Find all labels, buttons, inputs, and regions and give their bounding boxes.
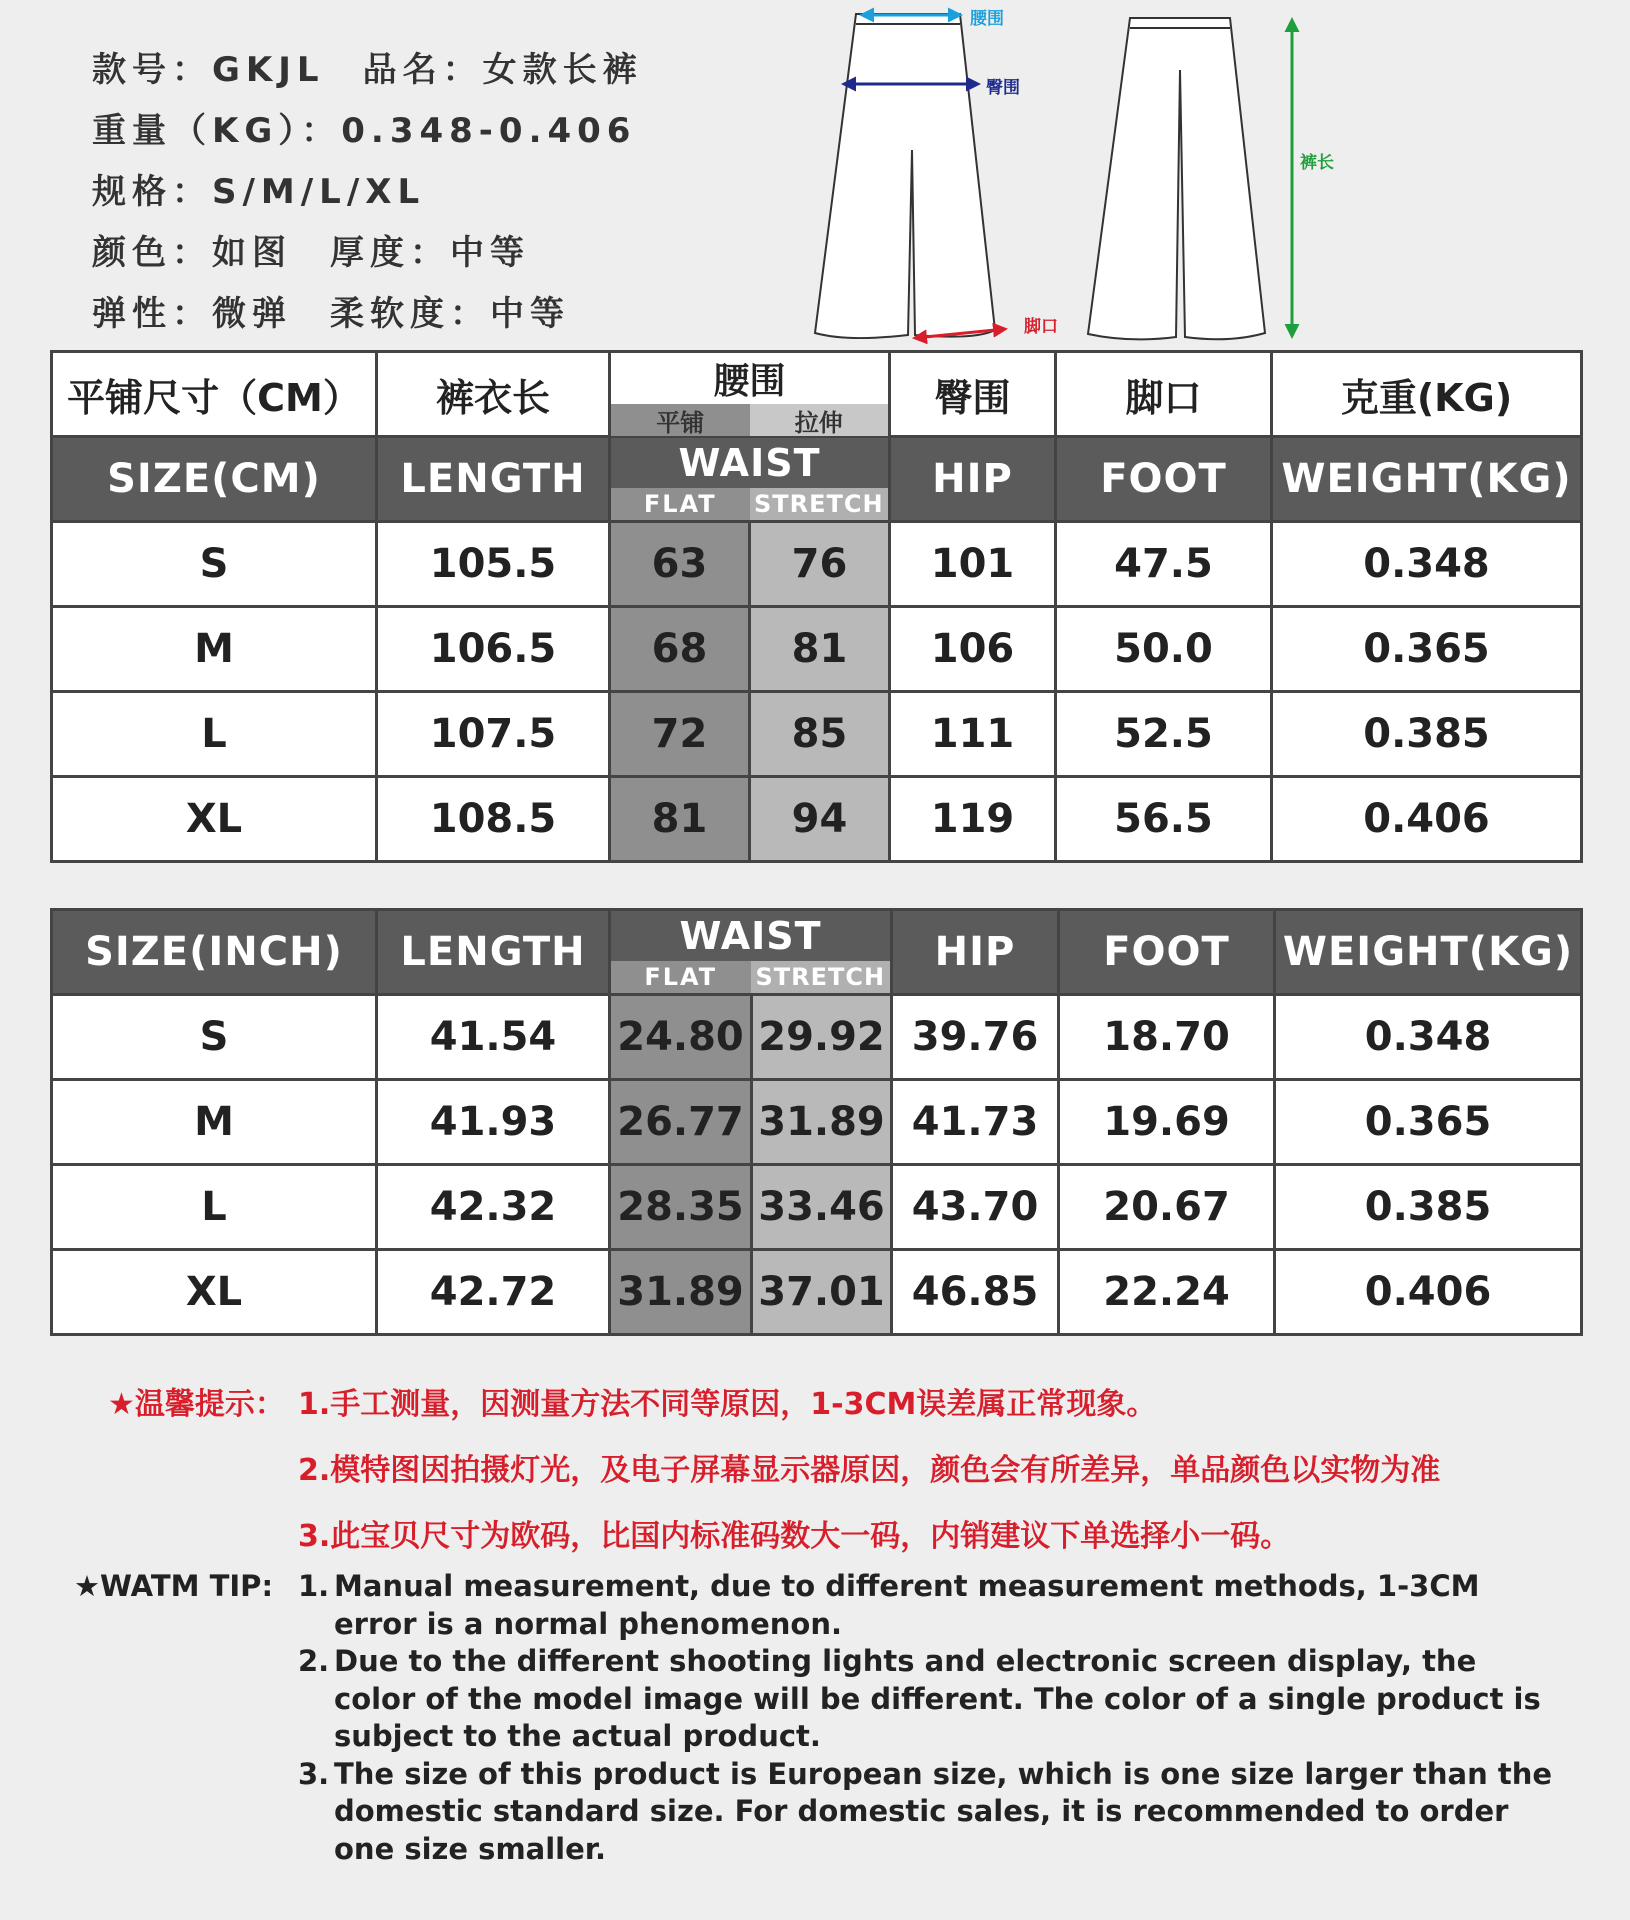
hip-cell: 101 bbox=[890, 522, 1056, 607]
cn-header-waist-title: 腰围 bbox=[713, 361, 786, 402]
waist-diagram-label: 腰围 bbox=[970, 9, 1004, 29]
table-row bbox=[52, 692, 1582, 777]
table-row bbox=[52, 607, 1582, 692]
waist-flat-cell: 24.80 bbox=[610, 995, 752, 1080]
en-header-weight: WEIGHT(KG) bbox=[1275, 910, 1582, 995]
cm-table-cn-header bbox=[52, 352, 1582, 437]
size-table-cm bbox=[50, 350, 1583, 863]
en-tips-list bbox=[298, 1568, 1598, 1868]
length-cell: 108.5 bbox=[377, 777, 610, 862]
inch-table-en-header bbox=[52, 910, 1582, 995]
waist-flat-cell: 28.35 bbox=[610, 1165, 752, 1250]
waist-flat-cell: 63 bbox=[610, 522, 750, 607]
en-tips-label: ★WATM TIP: bbox=[74, 1569, 274, 1603]
pants-back-outline bbox=[1088, 18, 1265, 339]
foot-cell: 19.69 bbox=[1059, 1080, 1275, 1165]
waist-stretch-cell: 81 bbox=[750, 607, 890, 692]
style-label: 款号： bbox=[92, 50, 212, 90]
cn-header-length: 裤衣长 bbox=[377, 352, 610, 437]
foot-cell: 52.5 bbox=[1056, 692, 1272, 777]
hip-cell: 46.85 bbox=[892, 1250, 1059, 1335]
waist-stretch-cell: 76 bbox=[750, 522, 890, 607]
table-row bbox=[52, 522, 1582, 607]
length-cell: 41.93 bbox=[377, 1080, 610, 1165]
thickness-label: 厚度： bbox=[330, 233, 450, 273]
waist-flat-cell: 72 bbox=[610, 692, 750, 777]
pants-measurement-diagram bbox=[800, 0, 1360, 350]
en-header-waist-stretch: STRETCH bbox=[751, 961, 891, 993]
hip-cell: 43.70 bbox=[892, 1165, 1059, 1250]
thickness-value: 中等 bbox=[450, 233, 530, 273]
table-row bbox=[52, 1250, 1582, 1335]
foot-cell: 22.24 bbox=[1059, 1250, 1275, 1335]
waist-stretch-cell: 85 bbox=[750, 692, 890, 777]
hip-cell: 119 bbox=[890, 777, 1056, 862]
foot-cell: 18.70 bbox=[1059, 995, 1275, 1080]
weight-cell: 0.348 bbox=[1272, 522, 1582, 607]
en-header-length: LENGTH bbox=[377, 910, 610, 995]
weight-value: 0.348-0.406 bbox=[341, 111, 637, 151]
style-value: GKJL bbox=[212, 50, 325, 90]
product-spec-info bbox=[92, 40, 643, 345]
elasticity-label: 弹性： bbox=[92, 294, 212, 334]
en-tip-text: Manual measurement, due to different measurement methods, 1-3CM error is a normal phenomenon. bbox=[334, 1569, 1480, 1641]
pants-front-outline bbox=[815, 14, 995, 338]
cm-table-en-header bbox=[52, 437, 1582, 522]
length-cell: 106.5 bbox=[377, 607, 610, 692]
table-row bbox=[52, 995, 1582, 1080]
en-header-size: SIZE(INCH) bbox=[52, 910, 377, 995]
foot-cell: 56.5 bbox=[1056, 777, 1272, 862]
softness-value: 中等 bbox=[490, 294, 570, 334]
waist-flat-cell: 81 bbox=[610, 777, 750, 862]
en-header-foot: FOOT bbox=[1059, 910, 1275, 995]
size-cell: L bbox=[52, 692, 377, 777]
hip-cell: 111 bbox=[890, 692, 1056, 777]
en-header-waist-title: WAIST bbox=[678, 441, 821, 485]
cn-header-hip: 臀围 bbox=[890, 352, 1056, 437]
en-header-waist-flat: FLAT bbox=[611, 961, 751, 993]
waist-flat-cell: 31.89 bbox=[610, 1250, 752, 1335]
name-label: 品名： bbox=[362, 50, 483, 90]
list-item bbox=[298, 1756, 1598, 1869]
weight-cell: 0.385 bbox=[1272, 692, 1582, 777]
foot-cell: 50.0 bbox=[1056, 607, 1272, 692]
cn-tip-1: 1.手工测量，因测量方法不同等原因，1-3CM误差属正常现象。 bbox=[298, 1387, 1157, 1422]
cn-header-waist-flat: 平铺 bbox=[611, 404, 750, 436]
weight-cell: 0.406 bbox=[1272, 777, 1582, 862]
foot-cell: 20.67 bbox=[1059, 1165, 1275, 1250]
en-header-weight: WEIGHT(KG) bbox=[1272, 437, 1582, 522]
waist-stretch-cell: 31.89 bbox=[752, 1080, 892, 1165]
elasticity-value: 微弹 bbox=[212, 294, 292, 334]
length-diagram-label: 裤长 bbox=[1300, 153, 1334, 173]
en-tip-number: 3. bbox=[298, 1756, 330, 1791]
en-header-length: LENGTH bbox=[377, 437, 610, 522]
length-cell: 41.54 bbox=[377, 995, 610, 1080]
en-tip-text: The size of this product is European size, which is one size larger than the domestic standard size. For domestic sales, it is recommended to order one size smaller. bbox=[334, 1756, 1553, 1866]
weight-label: 重量（KG）： bbox=[92, 111, 342, 151]
spec-line-color bbox=[92, 223, 643, 284]
size-cell: S bbox=[52, 995, 377, 1080]
weight-cell: 0.385 bbox=[1275, 1165, 1582, 1250]
foot-cell: 47.5 bbox=[1056, 522, 1272, 607]
en-tip-number: 1. bbox=[298, 1569, 330, 1603]
size-table-inch bbox=[50, 908, 1583, 1336]
cn-tip-2: 2.模特图因拍摄灯光，及电子屏幕显示器原因，颜色会有所差异，单品颜色以实物为准 bbox=[298, 1453, 1441, 1488]
hip-cell: 106 bbox=[890, 607, 1056, 692]
cn-tips-label: ★温馨提示： bbox=[108, 1387, 285, 1422]
en-header-waist bbox=[610, 910, 892, 995]
waist-flat-cell: 26.77 bbox=[610, 1080, 752, 1165]
name-value: 女款长裤 bbox=[482, 50, 643, 90]
en-header-waist-title: WAIST bbox=[679, 914, 822, 958]
hip-cell: 39.76 bbox=[892, 995, 1059, 1080]
size-cell: S bbox=[52, 522, 377, 607]
spec-line-style bbox=[92, 40, 643, 101]
color-label: 颜色： bbox=[92, 233, 212, 273]
cn-header-waist-stretch: 拉伸 bbox=[750, 404, 889, 436]
cn-header-waist bbox=[610, 352, 890, 437]
weight-cell: 0.406 bbox=[1275, 1250, 1582, 1335]
table-row bbox=[52, 1165, 1582, 1250]
waist-flat-cell: 68 bbox=[610, 607, 750, 692]
size-cell: M bbox=[52, 607, 377, 692]
waist-stretch-cell: 33.46 bbox=[752, 1165, 892, 1250]
list-item bbox=[298, 1643, 1598, 1756]
size-cell: L bbox=[52, 1165, 377, 1250]
softness-label: 柔软度： bbox=[330, 294, 490, 334]
size-cell: XL bbox=[52, 1250, 377, 1335]
foot-diagram-label: 脚口 bbox=[1024, 317, 1058, 337]
hip-diagram-label: 臀围 bbox=[986, 78, 1020, 98]
en-header-waist bbox=[610, 437, 890, 522]
cn-header-size: 平铺尺寸（CM） bbox=[52, 352, 377, 437]
list-item bbox=[298, 1568, 1598, 1643]
size-cell: XL bbox=[52, 777, 377, 862]
waist-stretch-cell: 37.01 bbox=[752, 1250, 892, 1335]
waist-stretch-cell: 29.92 bbox=[752, 995, 892, 1080]
length-cell: 105.5 bbox=[377, 522, 610, 607]
hip-cell: 41.73 bbox=[892, 1080, 1059, 1165]
waist-stretch-cell: 94 bbox=[750, 777, 890, 862]
spec-line-weight bbox=[92, 101, 643, 162]
en-header-waist-stretch: STRETCH bbox=[750, 488, 889, 520]
en-header-hip: HIP bbox=[890, 437, 1056, 522]
length-cell: 42.72 bbox=[377, 1250, 610, 1335]
en-header-waist-flat: FLAT bbox=[611, 488, 750, 520]
size-label: 规格： bbox=[92, 172, 212, 212]
spec-line-size bbox=[92, 162, 643, 223]
table-row bbox=[52, 1080, 1582, 1165]
color-value: 如图 bbox=[212, 233, 292, 273]
size-value: S/M/L/XL bbox=[212, 172, 426, 212]
length-cell: 107.5 bbox=[377, 692, 610, 777]
en-header-foot: FOOT bbox=[1056, 437, 1272, 522]
weight-cell: 0.348 bbox=[1275, 995, 1582, 1080]
en-header-size: SIZE(CM) bbox=[52, 437, 377, 522]
table-row bbox=[52, 777, 1582, 862]
en-tip-number: 2. bbox=[298, 1644, 330, 1678]
length-cell: 42.32 bbox=[377, 1165, 610, 1250]
cn-tip-3: 3.此宝贝尺寸为欧码，比国内标准码数大一码，内销建议下单选择小一码。 bbox=[298, 1519, 1291, 1554]
size-cell: M bbox=[52, 1080, 377, 1165]
weight-cell: 0.365 bbox=[1272, 607, 1582, 692]
en-tip-text: Due to the different shooting lights and electronic screen display, the color of the model image will be different. The color of a single product is subject to the actual product. bbox=[334, 1644, 1541, 1753]
weight-cell: 0.365 bbox=[1275, 1080, 1582, 1165]
cn-header-weight: 克重(KG) bbox=[1272, 352, 1582, 437]
cn-header-foot: 脚口 bbox=[1056, 352, 1272, 437]
spec-line-elasticity bbox=[92, 284, 643, 345]
en-header-hip: HIP bbox=[892, 910, 1059, 995]
